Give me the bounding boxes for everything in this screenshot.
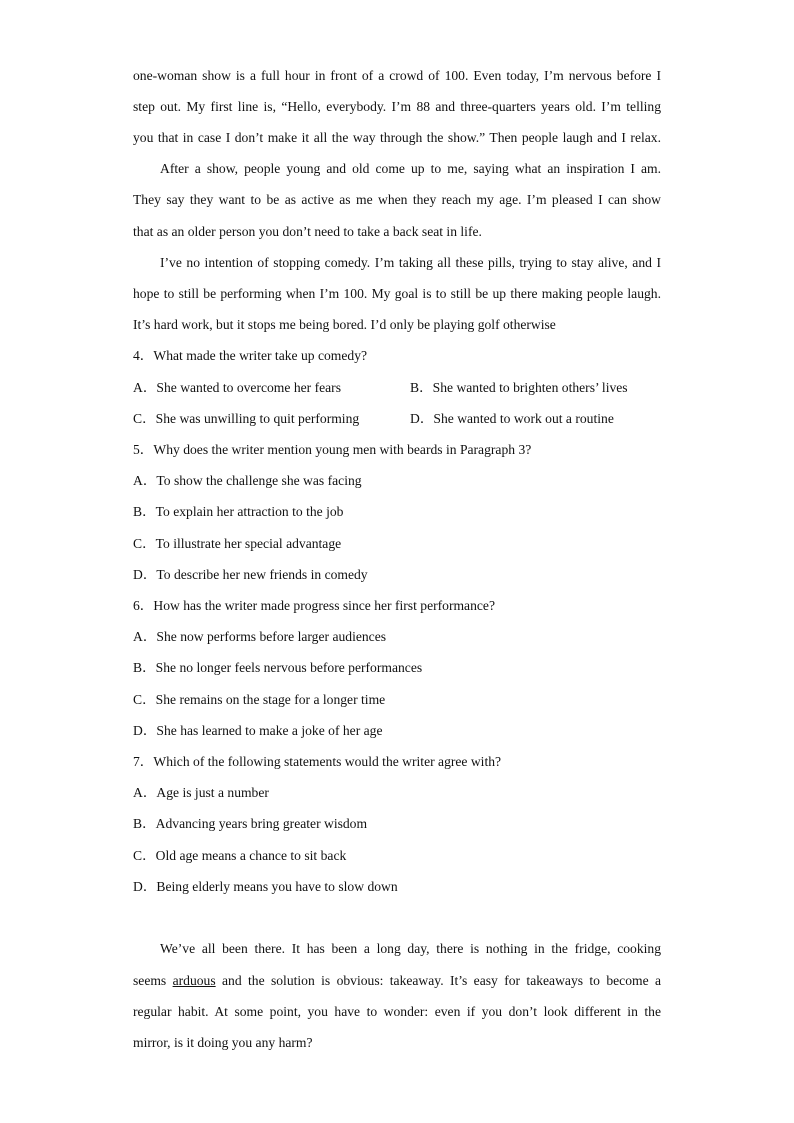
passage-line: one-woman show is a full hour in front of a crowd of 100. Even today, I’m nervous before I	[133, 68, 661, 83]
option-d: D．She has learned to make a joke of her age	[133, 723, 383, 738]
option-c: C．Old age means a chance to sit back	[133, 848, 347, 863]
question-stem: 6．How has the writer made progress since her first performance?	[133, 598, 495, 613]
passage-line: step out. My first line is, “Hello, everybody. I’m 88 and three-quarters years old. I’m telling	[133, 99, 661, 114]
underlined-word: arduous	[172, 973, 216, 988]
option-b: B．She no longer feels nervous before performances	[133, 660, 423, 675]
question-stem: 7．Which of the following statements would the writer agree with?	[133, 754, 502, 769]
question-stem: 5．Why does the writer mention young men with beards in Paragraph 3?	[133, 442, 532, 457]
passage-text: seems	[133, 973, 173, 988]
passage-line	[133, 972, 661, 990]
option-a: A．To show the challenge she was facing	[133, 473, 362, 488]
option-c: C．To illustrate her special advantage	[133, 536, 342, 551]
option-b: B．She wanted to brighten others’ lives	[410, 380, 628, 395]
option-b: B．Advancing years bring greater wisdom	[133, 816, 368, 831]
option-c: C．She was unwilling to quit performing	[133, 411, 360, 426]
passage-line: We’ve all been there. It has been a long day, there is nothing in the fridge, cooking	[160, 941, 661, 956]
passage-line: regular habit. At some point, you have to wonder: even if you don’t look different in the	[133, 1004, 661, 1019]
option-d: D．Being elderly means you have to slow down	[133, 879, 398, 894]
passage-line: that as an older person you don’t need to take a back seat in life.	[133, 224, 482, 239]
option-b: B．To explain her attraction to the job	[133, 504, 344, 519]
passage-line: you that in case I don’t make it all the way through the show.” Then people laugh and I relax.	[133, 130, 661, 145]
passage-line: After a show, people young and old come up to me, saying what an inspiration I am.	[160, 161, 661, 176]
passage-line: I’ve no intention of stopping comedy. I’m taking all these pills, trying to stay alive, and I	[160, 255, 661, 270]
option-d: D．She wanted to work out a routine	[410, 411, 614, 426]
option-a: A．She now performs before larger audiences	[133, 629, 387, 644]
option-a: A．She wanted to overcome her fears	[133, 380, 341, 395]
question-stem: 4．What made the writer take up comedy?	[133, 348, 368, 363]
passage-line: hope to still be performing when I’m 100. My goal is to still be up there making people laugh.	[133, 286, 661, 301]
passage-line: They say they want to be as active as me when they reach my age. I’m pleased I can show	[133, 192, 661, 207]
option-c: C．She remains on the stage for a longer time	[133, 692, 386, 707]
passage-line: It’s hard work, but it stops me being bored. I’d only be playing golf otherwise	[133, 317, 556, 332]
option-d: D．To describe her new friends in comedy	[133, 567, 368, 582]
passage-line: mirror, is it doing you any harm?	[133, 1035, 313, 1050]
option-a: A．Age is just a number	[133, 785, 269, 800]
passage-text: and the solution is obvious: takeaway. It’s easy for takeaways to become a	[215, 973, 661, 988]
